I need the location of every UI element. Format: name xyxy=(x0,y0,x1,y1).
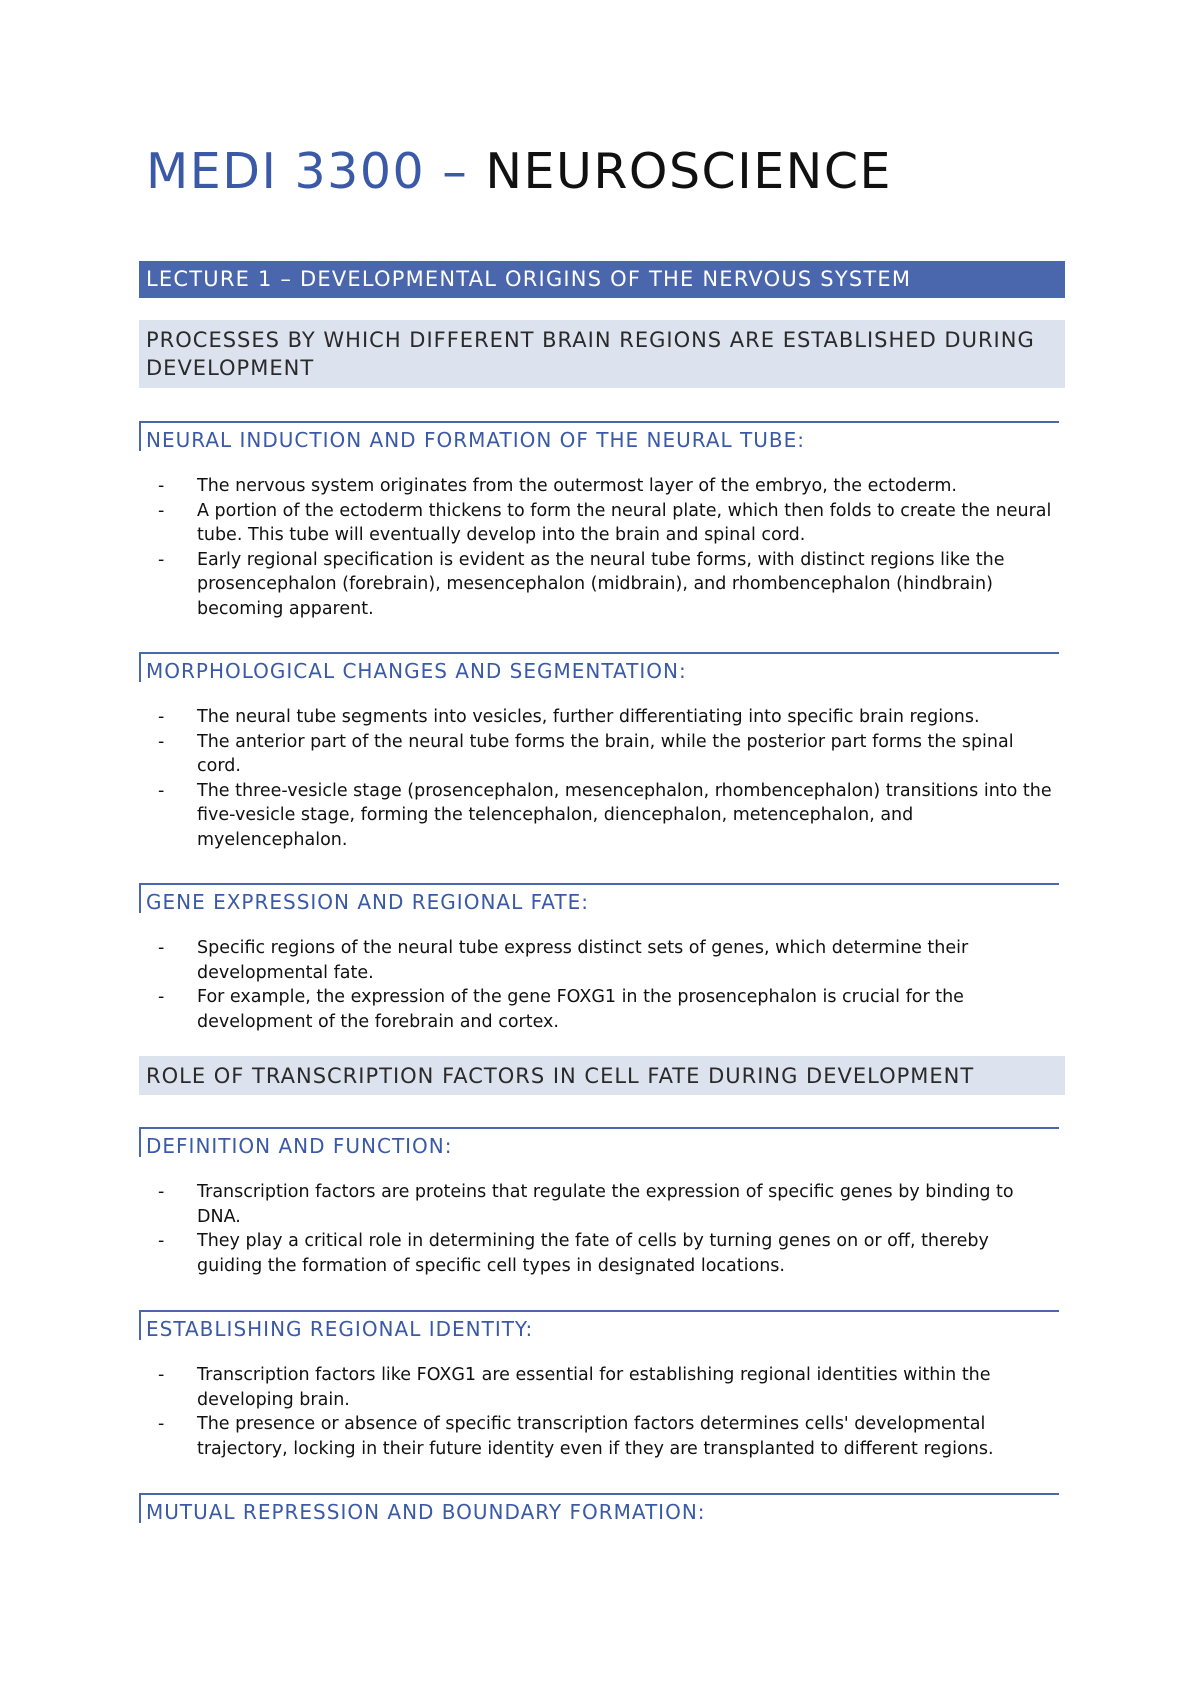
section-heading-transcription-factors: ROLE OF TRANSCRIPTION FACTORS IN CELL FATE DURING DEVELOPMENT xyxy=(139,1056,1065,1095)
course-code: MEDI 3300 xyxy=(146,143,426,200)
list-item xyxy=(158,548,1058,622)
list-item-text: The nervous system originates from the outermost layer of the embryo, the ectoderm. xyxy=(197,476,957,496)
bullet-dash: - xyxy=(158,731,165,752)
title-separator: – xyxy=(442,143,469,200)
bullet-dash: - xyxy=(158,938,165,958)
list-item xyxy=(158,779,1058,853)
list-item-text: Transcription factors like FOXG1 are essential for establishing regional identities within the developing brain. xyxy=(197,1365,991,1410)
bullet-list-definition-function xyxy=(158,1180,1058,1278)
subsection-heading-neural-induction: NEURAL INDUCTION AND FORMATION OF THE NEURAL TUBE: xyxy=(139,421,1059,451)
bullet-dash: - xyxy=(158,707,165,727)
bullet-dash: - xyxy=(158,1231,165,1251)
list-item xyxy=(158,936,1058,985)
list-item xyxy=(158,1180,1058,1229)
list-item-text: The neural tube segments into vesicles, further differentiating into specific brain regions. xyxy=(197,707,980,727)
list-item xyxy=(158,985,1058,1034)
lecture-heading: LECTURE 1 – DEVELOPMENTAL ORIGINS OF THE NERVOUS SYSTEM xyxy=(139,261,1065,298)
list-item-text: The three-vesicle stage (prosencephalon, mesencephalon, rhombencephalon) transitions into the five-vesicle stage, forming the telencephalon, diencephalon, metencephalon, and myelencephalon. xyxy=(197,780,1052,850)
list-item xyxy=(158,1229,1058,1278)
bullet-dash: - xyxy=(158,1365,165,1385)
bullet-list-morphological-changes xyxy=(158,705,1058,852)
list-item xyxy=(158,499,1058,548)
list-item-text: A portion of the ectoderm thickens to form the neural plate, which then folds to create the neural tube. This tube will eventually develop into the brain and spinal cord. xyxy=(197,500,1052,545)
bullet-list-gene-expression xyxy=(158,936,1058,1034)
list-item-text: They play a critical role in determining the fate of cells by turning genes on or off, thereby guiding the formation of specific cell types in designated locations. xyxy=(197,1231,989,1276)
subsection-heading-definition-function: DEFINITION AND FUNCTION: xyxy=(139,1127,1059,1157)
subsection-heading-mutual-repression: MUTUAL REPRESSION AND BOUNDARY FORMATION: xyxy=(139,1493,1059,1523)
list-item-text: For example, the expression of the gene FOXG1 in the prosencephalon is crucial for the development of the forebrain and cortex. xyxy=(197,987,964,1032)
bullet-dash: - xyxy=(158,780,165,801)
list-item-text: Specific regions of the neural tube express distinct sets of genes, which determine their developmental fate. xyxy=(197,938,969,983)
bullet-list-regional-identity xyxy=(158,1363,1058,1461)
subsection-heading-morphological-changes: MORPHOLOGICAL CHANGES AND SEGMENTATION: xyxy=(139,652,1059,682)
list-item-text: The anterior part of the neural tube forms the brain, while the posterior part forms the spinal cord. xyxy=(197,731,1014,776)
list-item xyxy=(158,1363,1058,1412)
bullet-dash: - xyxy=(158,500,165,521)
course-subject: NEUROSCIENCE xyxy=(485,143,893,200)
bullet-dash: - xyxy=(158,1182,165,1202)
list-item-text: The presence or absence of specific transcription factors determines cells' developmental trajectory, locking in their future identity even if they are transplanted to different regions. xyxy=(197,1414,994,1459)
bullet-dash: - xyxy=(158,549,165,570)
list-item-text: Transcription factors are proteins that regulate the expression of specific genes by binding to DNA. xyxy=(197,1182,1014,1227)
list-item xyxy=(158,1412,1058,1461)
subsection-heading-regional-identity: ESTABLISHING REGIONAL IDENTITY: xyxy=(139,1310,1059,1340)
list-item xyxy=(158,705,1058,730)
subsection-heading-gene-expression: GENE EXPRESSION AND REGIONAL FATE: xyxy=(139,883,1059,913)
bullet-dash: - xyxy=(158,1414,165,1434)
section-heading-brain-regions: PROCESSES BY WHICH DIFFERENT BRAIN REGIONS ARE ESTABLISHED DURING DEVELOPMENT xyxy=(139,320,1065,388)
bullet-dash: - xyxy=(158,987,165,1007)
bullet-dash: - xyxy=(158,476,165,496)
list-item xyxy=(158,474,1058,499)
document-title xyxy=(146,143,893,200)
list-item xyxy=(158,730,1058,779)
list-item-text: Early regional specification is evident as the neural tube forms, with distinct regions like the prosencephalon (forebrain), mesencephalon (midbrain), and rhombencephalon (hindbrain) becoming apparent. xyxy=(197,549,1005,619)
bullet-list-neural-induction xyxy=(158,474,1058,621)
